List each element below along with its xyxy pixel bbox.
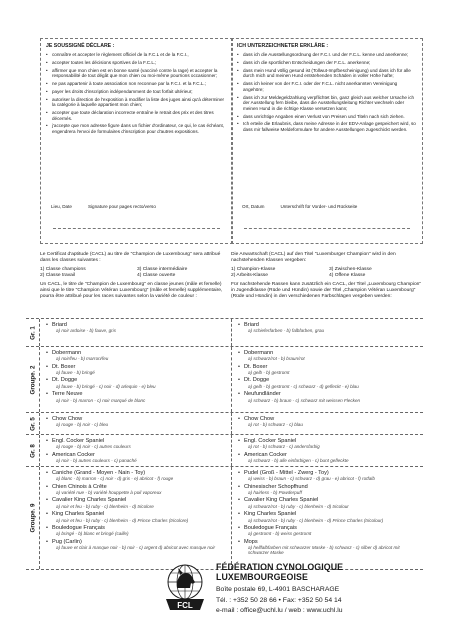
group-column-de [231,319,423,346]
group-label: Groupe. 2 [29,365,36,394]
breed-name: • Dt. Dogge [46,377,227,383]
breed-entry [238,470,419,482]
declaration-fr-item: • accepter toutes les décisions sportives de la F.C.L.; [46,60,227,66]
breed-entry [46,484,227,496]
declaration-de-item: • Ich erteile die Erlaubnis, dass meine Adresse in der EDV-Anlage gespeichert wird, so dass mir fallweise Meldeformulare für andere Ausstellungen zugeschickt werden. [237,121,417,132]
breed-colors: a) noir - b) autres couleurs - c) panaché [56,458,137,464]
breed-colors: a) gelb - b) gestromt - c) schwarz - d) gefleckt - e) blau [248,383,359,389]
fcl-logo [164,562,206,612]
class-item: 2) Arbeits-Klasse [231,272,268,278]
breed-name: • King Charles Spaniel [46,511,227,517]
breed-entry [46,322,227,334]
group-column-fr [40,347,231,412]
group-row [26,346,423,412]
breed-colors: a) weiss - b) braun - c) schwarz - d) grau - e) abricot - f) rotfalb [248,476,375,482]
breed-entry [238,391,419,403]
federation-contact[interactable]: e-mail : office@uchl.lu / web : www.uchl.lu [216,607,343,615]
breed-name: • Chien Chinois à Crête [46,484,227,490]
group-row [26,412,423,434]
federation-address: Boîte postale 69, L-4901 BASCHARAGE [216,586,340,593]
intro-de-paragraph: Für nachstehende Rassen kann zusätzlich ein CACL, der Titel „Luxembourg Champion" in Jugendklasse (Rüde und Hündin) sowie der Titel „Champion Vétéran Luxembourg" (Rüde und Hündin) in den verschiedenen Farbschlägen vergeben werden: [231,281,422,299]
breed-entry [238,364,419,376]
federation-phone: Tél. : +352 50 28 66 • Fax: +352 50 54 14 [216,596,342,604]
breed-colors: a) rot - b) schwarz - c) blau [248,422,303,428]
declaration-de [231,38,423,244]
group-label-cell [26,347,40,412]
intro-de [231,252,423,303]
breed-name: • Chinesischer Schopfhund [238,484,419,490]
group-row [26,466,423,570]
breed-entry [46,364,227,376]
declaration-de-list [237,52,417,132]
signature-line[interactable] [244,228,410,229]
breed-entry [46,391,227,403]
declaration-de-title: ICH UNTERZEICHNETER ERKLÄRE : [237,43,329,49]
declaration-fr-item: • connaître et accepter le règlement officiel de la F.C.L et de la F.C.I., [46,52,227,58]
breed-name: • Bouledogue Français [238,525,419,531]
breed-colors: a) hellfalbfarben mit schwarzer Maske - b) schwarz - c) silber d) abricot mit schwarzer Maske [248,544,400,556]
breed-colors: a) noir et feu - b) ruby - c) blenheim - d) Prince Charles (tricolore) [56,517,189,523]
breed-colors: a) rouge - b) noir - c) bleu [56,422,109,428]
breed-entry [46,497,227,509]
breed-colors: a) bringé - b) blanc et bringé (caille) [56,531,129,537]
breed-colors: a) noir et feu - b) ruby - c) blenheim - d) tricolore [56,503,154,509]
group-column-de [231,347,423,412]
breed-colors: a) noir - b) marron - c) noir marqué de blanc [56,397,146,403]
declaration-de-item: • dass ich keiner von der F.C.I. oder der F.C.L. nicht anerkannten Vereinigung angehöre; [237,81,417,92]
breed-colors: a) blanc - b) marron - c) noir - d) gris - e) abricot - f) rouge [56,476,174,482]
breed-entry [46,511,227,523]
group-label: Groupe. 9 [29,503,36,533]
group-label: Gr. 5 [29,416,36,431]
breed-name: • Dt. Dogge [238,377,419,383]
federation-name: FÉDÉRATION CYNOLOGIQUE LUXEMBOURGEOISE [216,562,344,582]
breed-entry [46,539,227,551]
declaration-fr-list [46,52,227,134]
breed-name: • King Charles Spaniel [238,511,419,517]
breed-entry [46,438,227,450]
intro-fr [40,252,230,303]
class-item: 1) Classe champions [40,266,86,272]
breed-name: • Bouledogue Français [46,525,227,531]
breed-name: • Dt. Boxer [238,364,419,370]
breed-entry [238,350,419,362]
breed-name: • Briard [46,322,227,328]
breed-colors: a) hairless - b) Powderpuff [248,490,302,496]
breed-name: • Briard [238,322,419,328]
breed-entry [238,497,419,509]
breed-colors: a) noir ardoise - b) fauve, gris [56,328,116,334]
declaration-fr-item: • accepter que toute déclaration incorrecte entraîne le retrait des prix et des titres décernés. [46,110,227,121]
group-column-fr [40,319,231,346]
group-column-fr [40,467,231,569]
breed-name: • Chow Chow [238,416,419,422]
breed-name: • Engl. Cocker Spaniel [46,438,227,444]
date-label: Ort, Datum [242,204,265,209]
declaration-de-footer [242,204,416,209]
breed-name: • Cavalier King Charles Spaniel [46,497,227,503]
breed-colors: a) schwarz/rot - b) braun/rot [248,356,305,362]
group-row [26,434,423,466]
declaration-de-item: • dass ich die Ausstellungsordnung der F.C.I. und der F.C.L. kenne und anerkenne; [237,52,417,58]
declaration-de-item: • dass ich zur Meldegeldzahlung verpflichtet bin, ganz gleich aus welcher Ursache ich der Ausstellung fern bleibe, dass die Ausstellungsleitung Richter wechseln oder meinen Hund in die richtige Klasse versetzen kann; [237,95,417,112]
intro-de-paragraph: Die Anwartschaft (CACL) auf den Titel "Luxemburger Champion" wird in den nachstehenden Klassen vergeben: [231,252,396,263]
signature-label: Unterschrift für Vorder- und Rückseite [280,204,358,209]
declaration-de-item: • dass unrichtige Angaben einen Verlust von Preisen und Titeln nach sich ziehen. [237,114,417,120]
class-item: 3) Classe intermédiaire [137,266,188,272]
breed-entry [238,377,419,389]
breed-name: • Pug (Carlin) [46,539,227,545]
class-item: 3) Zwischen-Klasse [329,266,372,272]
breed-name: • Dobermann [238,350,419,356]
breed-name: • Dobermann [46,350,227,356]
signature-line[interactable] [53,228,220,229]
group-column-de [231,435,423,466]
declaration-fr-item: • j'accepte que mon adresse figure dans un fichier d'ordinateur, ce qui, le cas échéant, engendrera l'envoi de formulaires d'inscription pour d'autres expositions. [46,123,227,134]
breed-colors: a) noir/feu - b) marron/feu [56,356,109,362]
group-label-cell [26,435,40,466]
class-item: 1) Champion-Klasse [231,266,276,272]
breed-colors: a) schwarz/rot - b) ruby - c) blenheim - d) Prince Charles (tricolour) [248,517,384,523]
breed-entry [238,525,419,537]
group-label: Gr. 1 [29,325,36,340]
breed-colors: a) schwarz/rot - b) ruby - c) blenheim - d) tricolour [248,503,349,509]
class-item: 2) Classe travail [40,272,76,278]
breed-name: • Chow Chow [46,416,227,422]
breed-name: • American Cocker [238,452,419,458]
group-column-fr [40,435,231,466]
class-list-de [231,267,423,279]
breed-entry [46,470,227,482]
breed-name: • Engl. Cocker Spaniel [238,438,419,444]
breed-name: • Cavalier King Charles Spaniel [238,497,419,503]
declaration-de-item: • dass ich die sportlichen Entscheidungen der F.C.L. anerkenne; [237,60,417,66]
group-label-cell [26,413,40,434]
class-item: 4) Classe ouverte [137,272,176,278]
breed-entry [46,377,227,389]
breed-entry [238,322,419,334]
breed-colors: a) schwarz - b) alle einfarbigen - c) bunt gefleckte [248,458,349,464]
group-column-de [231,467,423,569]
breed-colors: a) gestromt - b) weiss gestromt [248,531,312,537]
breed-colors: a) fauve et clair à masque noir - b) noir - c) argent d) abricot avec masque noir [56,544,216,550]
breed-colors: a) rouge - b) noir - c) autres couleurs [56,444,131,450]
breed-colors: a) schwarz - b) braun - c) schwarz mit weissen Flecken [248,397,361,403]
declaration-fr-title: JE SOUSSIGNÉ DÉCLARE : [46,43,115,49]
breed-colors: a) gelb - b) gestromt [248,370,290,376]
breed-colors: a) fauve - b) bringé - c) noir - d) arlequin - e) bleu [56,383,156,389]
breed-name: • Dt. Boxer [46,364,227,370]
breed-name: • Pudel (Groß - Mittel - Zwerg - Toy) [238,470,419,476]
breed-entry [238,452,419,464]
breed-entry [238,539,419,556]
group-label: Gr. 8 [29,443,36,458]
date-label: Lieu, Date [51,204,72,209]
breed-entry [46,525,227,537]
breed-entry [46,452,227,464]
breed-colors: a) rot - b) schwarz - c) andersfarbig [248,444,320,450]
declaration-fr-item: • payer les droits d'inscription indépendamment de tout forfait ultérieur; [46,89,227,95]
federation-info [216,562,436,617]
signature-label: Signature pour pages recto/verso [87,204,156,209]
class-list-fr [40,267,230,279]
breed-colors: a) variété nue - b) variété houppette à poil vaporeux [56,490,162,496]
group-row [26,318,423,346]
declaration-fr [40,38,233,244]
intro-fr-paragraph: Le Certificat d'aptitude (CACL) au titre de "Champion de Luxembourg" sera attribué dans les classes suivantes : [40,252,221,263]
group-column-de [231,413,423,434]
breed-colors: a) fauve - b) bringé [56,370,95,376]
breed-groups-table [26,318,423,570]
group-column-fr [40,413,231,434]
breed-colors: a) schieferfarben - b) falbfarben, grau [248,328,325,334]
class-item: 4) Offene Klasse [329,272,366,278]
breed-entry [238,511,419,523]
breed-entry [238,484,419,496]
logo-text: FCL [177,601,193,610]
breed-entry [238,416,419,428]
breed-name: • Terre Neuve [46,391,227,397]
declaration-fr-item: • affirmer que mon chien est en bonne santé (vacciné contre la rage) et accepter la responsabilité de tout dégât que mon chien ou moi-même pourrions occasionner; [46,68,227,79]
breed-name: • American Cocker [46,452,227,458]
intro-fr-paragraph: Un CACL, le titre de "Champion de Luxembourg" en classe jeunes (mâle et femelle) ainsi que le titre "Champion Vétéran Luxembourg" (mâle et femelle) supplémentaire, pourra être attribué pour les races suivantes selon la variété de couleur : [40,281,223,299]
group-label-cell [26,319,40,346]
breed-entry [238,438,419,450]
declaration-fr-item: • autoriser la direction de l'exposition à modifier la liste des juges ainsi qu'à déterminer la catégorie à laquelle appartient mon chien; [46,97,227,108]
declaration-fr-footer [51,204,226,209]
breed-entry [46,416,227,428]
group-label-cell [26,467,40,569]
declaration-de-item: • dass mein Hund völlig gesund ist (Tollwut-Impfbescheinigung) und dass ich für alle durch mich und meinen Hund entstehenden Schäden in voller Höhe hafte; [237,68,417,79]
breed-entry [46,350,227,362]
breed-name: • Mops [238,539,419,545]
breed-name: • Neufundländer [238,391,419,397]
breed-name: • Caniche (Grand - Moyen - Nain - Toy) [46,470,227,476]
declaration-fr-item: • ne pas appartenir à toute association non reconnue par la F.C.I. et la F.C.L.; [46,81,227,87]
